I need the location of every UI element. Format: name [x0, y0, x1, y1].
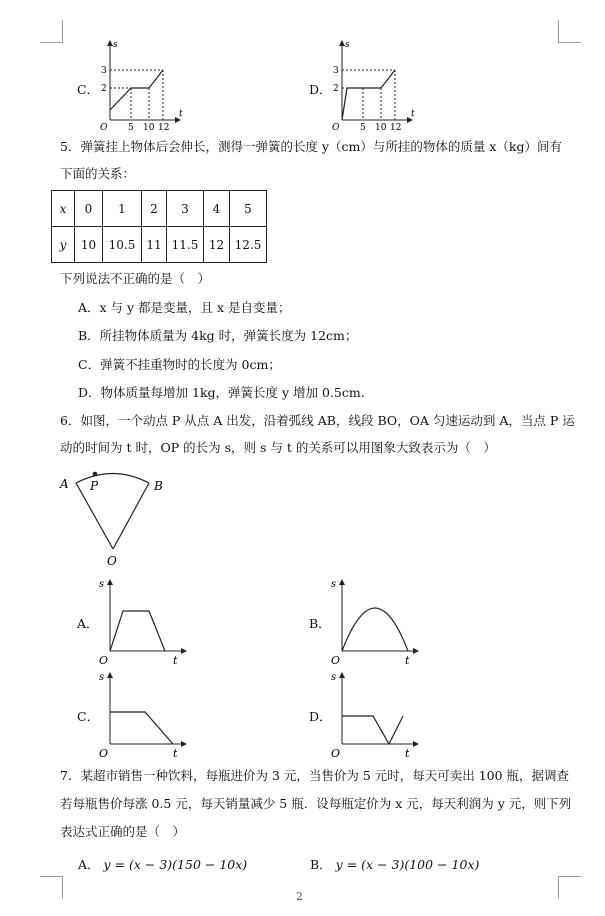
table-cell: 2: [142, 191, 167, 227]
table-cell: 0: [75, 191, 103, 227]
q6-label-o: O: [107, 554, 117, 568]
q4c-x-tick: 12: [158, 123, 170, 133]
q5-option-b[interactable]: B．所挂物体质量为 4kg 时，弹簧长度为 12cm；: [78, 328, 358, 343]
q6b-x-axis-label: t: [405, 654, 410, 667]
q7-stem-line2: 若每瓶售价每涨 0.5 元，每天销量减少 5 瓶．设每瓶定价为 x 元，每天利润为 y 元，则下列: [60, 796, 572, 811]
q4d-y-tick: 2: [333, 84, 339, 94]
q4d-x-axis-label: t: [411, 109, 415, 119]
table-row: [52, 191, 267, 227]
q6-label-a: A: [60, 477, 69, 491]
table-cell: 12: [204, 227, 230, 263]
table-cell: 10.5: [103, 227, 142, 263]
crop-mark-bottom-right: [558, 876, 581, 899]
q4-option-d-graph: [327, 38, 417, 134]
q7-option-b-expr: y = (x − 3)(100 − 10x): [335, 857, 480, 872]
page-number: 2: [296, 890, 303, 903]
q7-option-b-label: B．: [310, 857, 332, 872]
q6c-origin: O: [99, 747, 109, 760]
q6-stem-line1: 6．如图，一个动点 P 从点 A 出发，沿着弧线 AB，线段 BO，OA 匀速运动到 A，当点 P 运: [60, 413, 575, 428]
table-cell: 11.5: [167, 227, 204, 263]
q4c-y-tick: 3: [101, 66, 107, 76]
q6-sector-figure: [55, 466, 175, 570]
q5-data-table: [51, 190, 267, 263]
q5-question: 下列说法不正确的是（ ）: [60, 271, 211, 286]
q5-option-d[interactable]: D．物体质量每增加 1kg，弹簧长度 y 增加 0.5cm.: [78, 385, 365, 400]
q4d-y-tick: 3: [333, 66, 339, 76]
q4c-y-tick: 2: [101, 84, 107, 94]
q6-option-c-label[interactable]: C．: [77, 709, 100, 724]
q6d-x-axis-label: t: [405, 747, 410, 760]
q5-stem-line1: 5．弹簧挂上物体后会伸长，测得一弹簧的长度 y（cm）与所挂的物体的质量 x（kg）间有: [60, 139, 562, 154]
q4d-x-tick: 12: [390, 123, 402, 133]
table-cell: 12.5: [230, 227, 267, 263]
q6c-y-axis-label: s: [99, 672, 105, 683]
q6a-x-axis-label: t: [173, 654, 178, 667]
q7-option-b[interactable]: [310, 856, 479, 874]
table-header-y: y: [52, 227, 75, 263]
q6-option-b-graph: [327, 575, 422, 667]
q6b-origin: O: [331, 654, 341, 667]
q6-option-d-label[interactable]: D．: [309, 709, 332, 724]
q5-stem-line2: 下面的关系：: [60, 166, 136, 181]
crop-mark-bottom-left: [40, 876, 63, 899]
q4d-x-tick: 10: [375, 123, 387, 133]
q4d-y-axis-label: s: [345, 40, 350, 50]
q4-option-c-label[interactable]: C．: [77, 82, 100, 97]
q7-option-a[interactable]: [78, 856, 247, 874]
q4-option-d-label[interactable]: D．: [309, 82, 332, 97]
table-cell: 3: [167, 191, 204, 227]
q6c-x-axis-label: t: [173, 747, 178, 760]
table-cell: 10: [75, 227, 103, 263]
q4c-x-tick: 10: [143, 123, 155, 133]
q4c-x-tick: 5: [128, 123, 134, 133]
crop-mark-top-right: [558, 20, 581, 43]
q6-label-p: P: [90, 479, 99, 493]
q4c-y-axis-label: s: [113, 40, 118, 50]
q6-option-d-graph: [327, 668, 422, 760]
q4d-origin: O: [332, 123, 340, 133]
table-row: [52, 227, 267, 263]
q6a-origin: O: [99, 654, 109, 667]
q6d-origin: O: [331, 747, 341, 760]
crop-mark-top-left: [40, 20, 63, 43]
q7-option-a-expr: y = (x − 3)(150 − 10x): [103, 857, 248, 872]
q6-option-c-graph: [95, 668, 190, 760]
table-cell: 5: [230, 191, 267, 227]
table-header-x: x: [52, 191, 75, 227]
q4c-origin: O: [100, 123, 108, 133]
q6d-y-axis-label: s: [331, 672, 337, 683]
q6-label-b: B: [154, 479, 163, 493]
q4c-x-axis-label: t: [179, 109, 183, 119]
q7-option-a-label: A．: [78, 857, 100, 872]
q6b-y-axis-label: s: [331, 579, 337, 590]
q6-option-a-graph: [95, 575, 190, 667]
q5-option-c[interactable]: C．弹簧不挂重物时的长度为 0cm；: [78, 357, 281, 372]
q6-option-b-label[interactable]: B．: [309, 616, 331, 631]
table-cell: 4: [204, 191, 230, 227]
q4-option-c-graph: [95, 38, 185, 134]
q7-stem-line1: 7．某超市销售一种饮料，每瓶进价为 3 元，当售价为 5 元时，每天可卖出 100 瓶，据调查: [60, 768, 570, 783]
table-cell: 11: [142, 227, 167, 263]
q7-stem-line3: 表达式正确的是（ ）: [60, 824, 186, 839]
q6-option-a-label[interactable]: A．: [77, 616, 99, 631]
q6a-y-axis-label: s: [99, 579, 105, 590]
q6-stem-line2: 动的时间为 t 时，OP 的长为 s，则 s 与 t 的关系可以用图象大致表示为（ ）: [60, 440, 496, 455]
table-cell: 1: [103, 191, 142, 227]
q5-option-a[interactable]: A．x 与 y 都是变量，且 x 是自变量；: [78, 300, 291, 315]
q4d-x-tick: 5: [360, 123, 366, 133]
